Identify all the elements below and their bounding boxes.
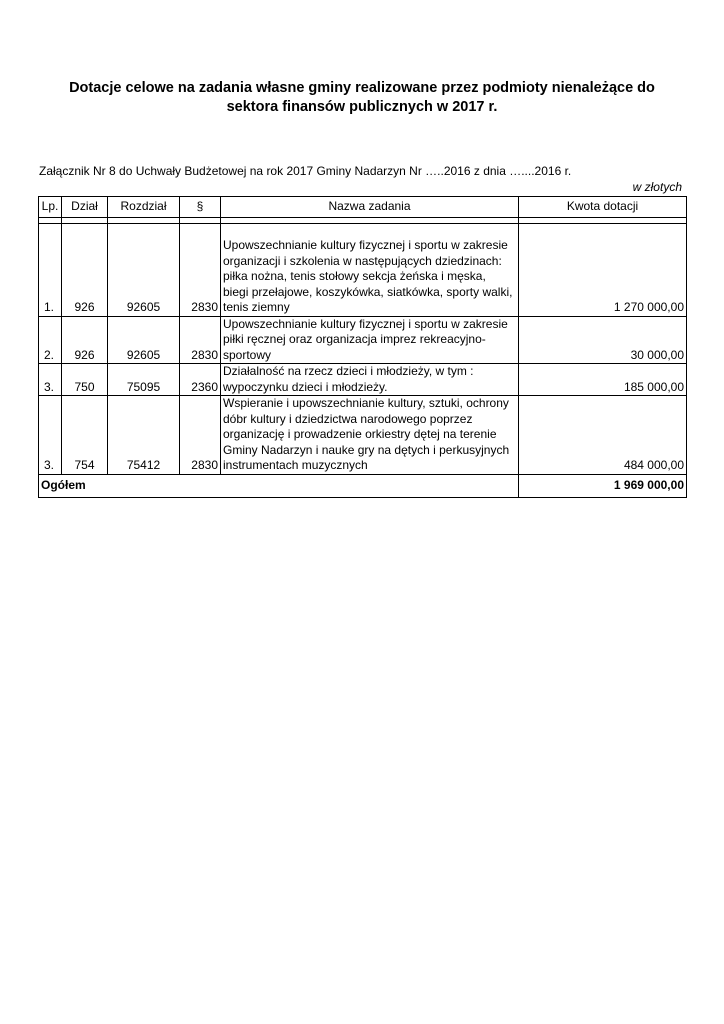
cell-lp: 3. — [39, 364, 62, 396]
nazwa-line: biegi przełajowe, koszykówka, siatkówka, sporty walki, — [223, 284, 513, 299]
cell-kwota: 30 000,00 — [519, 316, 687, 364]
cell-paragraf: 2830 — [180, 396, 221, 475]
cell-kwota: 185 000,00 — [519, 364, 687, 396]
total-amount: 1 969 000,00 — [519, 474, 687, 497]
header-kwota: Kwota dotacji — [519, 197, 687, 218]
currency-unit: w złotych — [632, 180, 682, 194]
cell-paragraf: 2360 — [180, 364, 221, 396]
header-paragraf: § — [180, 197, 221, 218]
table-header-row — [39, 197, 687, 218]
nazwa-line: Gminy Nadarzyn i nauke gry na dętych i perkusyjnych — [223, 442, 510, 457]
total-row — [39, 474, 687, 497]
nazwa-line: Działalność na rzecz dzieci i młodzieży, w tym : — [223, 364, 474, 378]
nazwa-line: wypoczynku dzieci i młodzieży. — [223, 379, 388, 394]
cell-rozdzial: 75412 — [108, 396, 180, 475]
nazwa-line: organizację i prowadzenie orkiestry dętej na terenie — [223, 427, 497, 441]
cell-dzial: 750 — [62, 364, 108, 396]
cell-paragraf: 2830 — [180, 316, 221, 364]
cell-lp: 3. — [39, 396, 62, 475]
nazwa-line: sportowy — [223, 347, 272, 362]
title-line-1: Dotacje celowe na zadania własne gminy realizowane przez podmioty nienależące do — [69, 80, 655, 96]
cell-rozdzial: 75095 — [108, 364, 180, 396]
table-row — [39, 396, 687, 475]
header-lp: Lp. — [39, 197, 62, 218]
nazwa-line: tenis ziemny — [223, 300, 290, 314]
cell-kwota: 484 000,00 — [519, 396, 687, 475]
cell-nazwa — [221, 224, 519, 317]
header-rozdzial: Rozdział — [108, 197, 180, 218]
nazwa-line: Wspieranie i upowszechnianie kultury, sztuki, ochrony — [223, 396, 509, 410]
nazwa-line: dóbr kultury i dziedzictwa narodowego poprzez — [223, 411, 473, 426]
nazwa-line: Upowszechnianie kultury fizycznej i sportu w zakresie — [223, 316, 508, 331]
header-dzial: Dział — [62, 197, 108, 218]
nazwa-line: instrumentach muzycznych — [223, 458, 368, 472]
cell-nazwa — [221, 316, 519, 364]
document-title — [40, 79, 684, 117]
cell-dzial: 926 — [62, 224, 108, 317]
grants-table — [38, 196, 687, 498]
table-row — [39, 364, 687, 396]
cell-nazwa — [221, 364, 519, 396]
nazwa-line: piłka nożna, tenis stołowy sekcja żeńska i męska, — [223, 269, 486, 283]
cell-lp: 2. — [39, 316, 62, 364]
cell-paragraf: 2830 — [180, 224, 221, 317]
total-label: Ogółem — [39, 474, 519, 497]
nazwa-line: Upowszechnianie kultury fizycznej i sportu w zakresie — [223, 238, 508, 252]
cell-dzial: 754 — [62, 396, 108, 475]
cell-rozdzial: 92605 — [108, 224, 180, 317]
annex-reference: Załącznik Nr 8 do Uchwały Budżetowej na rok 2017 Gminy Nadarzyn Nr …..2016 z dnia …....2016 r. — [39, 164, 572, 178]
cell-kwota: 1 270 000,00 — [519, 224, 687, 317]
header-nazwa: Nazwa zadania — [221, 197, 519, 218]
nazwa-line: piłki ręcznej oraz organizacja imprez rekreacyjno- — [223, 332, 486, 346]
cell-lp: 1. — [39, 224, 62, 317]
table-row — [39, 316, 687, 364]
nazwa-line: organizacji i szkolenia w następujących dziedzinach: — [223, 253, 502, 268]
cell-nazwa — [221, 396, 519, 475]
cell-dzial: 926 — [62, 316, 108, 364]
cell-rozdzial: 92605 — [108, 316, 180, 364]
title-line-2: sektora finansów publicznych w 2017 r. — [226, 99, 498, 115]
table-row — [39, 224, 687, 317]
